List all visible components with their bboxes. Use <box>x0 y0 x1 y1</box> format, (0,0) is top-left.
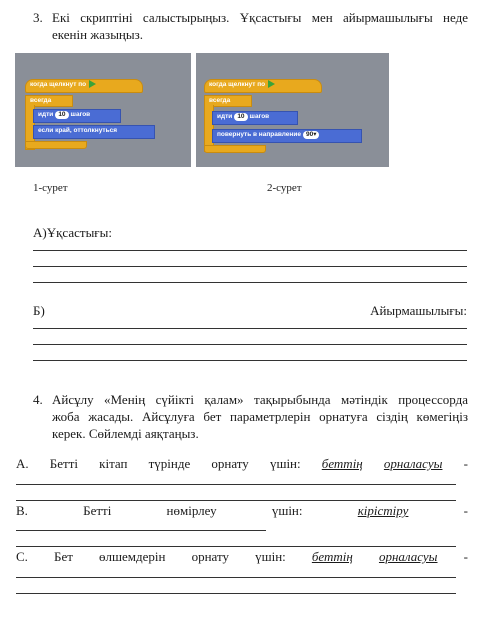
answer-line <box>16 530 266 531</box>
word: орнату <box>191 549 229 564</box>
word: Бетті <box>49 456 78 471</box>
answer-line <box>33 344 467 345</box>
dash: - <box>463 456 468 471</box>
forever-block: всегда <box>204 95 252 107</box>
forever-end <box>204 145 266 153</box>
answer-line <box>16 546 456 547</box>
word: түрінде <box>148 456 191 471</box>
q4-text-line3: керек. Сөйлемді аяқтаңыз. <box>52 426 199 441</box>
green-flag-icon <box>268 80 275 88</box>
answer-word: кірістіру <box>357 503 409 518</box>
dash: - <box>463 503 468 518</box>
turn-block: повернуть в направление 90▾ <box>212 129 362 143</box>
answer-line <box>33 266 467 267</box>
task-b <box>16 503 468 519</box>
word: үшін: <box>255 549 286 564</box>
answer-line <box>16 577 456 578</box>
answer-line <box>33 282 467 283</box>
difference-label: Айырмашылығы: <box>370 303 467 318</box>
answer-line <box>16 593 456 594</box>
task-b-letter: В. <box>16 503 28 518</box>
caption-1: 1-сурет <box>33 182 68 194</box>
answer-word: орналасуы <box>383 456 443 471</box>
word: үшін: <box>271 503 303 518</box>
word: орнату <box>211 456 249 471</box>
word: Бетті <box>83 503 112 518</box>
difference-prefix: Б) <box>33 303 45 318</box>
answer-line <box>33 360 467 361</box>
green-flag-icon <box>89 80 96 88</box>
answer-word: беттің <box>311 549 353 564</box>
word: кітап <box>99 456 128 471</box>
task-c-letter: С. <box>16 549 28 564</box>
answer-word: беттің <box>321 456 363 471</box>
q4-number: 4. <box>33 392 43 407</box>
task-a <box>16 456 468 472</box>
forever-block: всегда <box>25 95 73 107</box>
q3-text-line2: екенін жазыңыз. <box>52 27 144 42</box>
hat-block: когда щелкнут по <box>204 79 322 93</box>
q3-number: 3. <box>33 10 43 25</box>
move-block: идти 10 шагов <box>212 111 298 125</box>
q4-text-line1: Айсұлу «Менің сүйікті қалам» тақырыбында мәтіндік процессорда <box>52 392 468 407</box>
hat-block: когда щелкнут по <box>25 79 143 93</box>
caption-2: 2-сурет <box>267 182 302 194</box>
answer-line <box>33 328 467 329</box>
forever-end <box>25 141 87 149</box>
word: үшін: <box>269 456 301 471</box>
q3-text-line1: Екі скриптіні салыстырыңыз. Ұқсастығы мен айырмашылығы неде <box>52 10 468 25</box>
task-c <box>16 549 468 565</box>
answer-line <box>16 500 456 501</box>
answer-word: орналасуы <box>378 549 438 564</box>
move-block: идти 10 шагов <box>33 109 121 123</box>
similarity-label: А)Ұқсастығы: <box>33 225 112 240</box>
answer-line <box>16 484 456 485</box>
answer-line <box>33 250 467 251</box>
bounce-block: если край, оттолкнуться <box>33 125 155 139</box>
word: Бет <box>54 549 73 564</box>
scratch-image-2 <box>196 53 389 167</box>
word: өлшемдерін <box>99 549 166 564</box>
task-a-letter: А. <box>16 456 29 471</box>
scratch-image-1 <box>15 53 191 167</box>
word: нөмірлеу <box>166 503 217 518</box>
q4-text-line2: жоба жасады. Айсұлуға бет параметрлерін орнатуға сіздің көмегіңіз <box>52 409 468 424</box>
dash: - <box>463 549 468 564</box>
